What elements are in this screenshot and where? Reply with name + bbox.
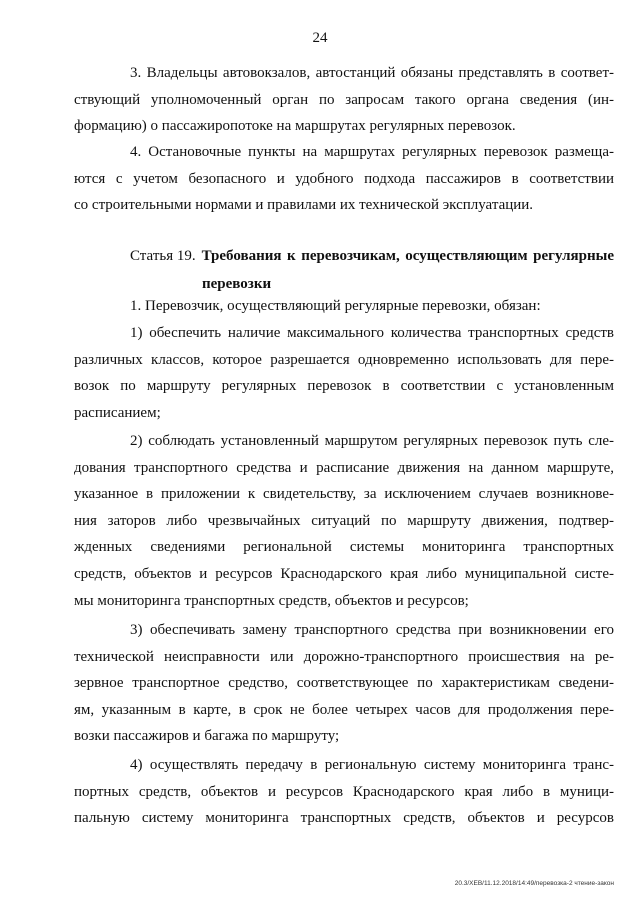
text-line: возок по маршруту регулярных перевозок в соответствии с установленным [74,378,614,395]
text-line: зервное транспортное средство, соответствующее по характеристикам сведени- [74,675,614,692]
page-number: 24 [312,30,328,46]
text-line: 2) соблюдать установленный маршрутом регулярных перевозок путь сле- [130,433,614,449]
text-line: пальную систему мониторинга транспортных средств, объектов и ресурсов [74,810,614,827]
text-line: дования транспортного средства и расписание движения на данном маршруте, [74,459,614,476]
text-line: 4) осуществлять передачу в региональную систему мониторинга транс- [130,757,614,773]
list-item-3 [74,617,614,750]
text-line: указанное в приложении к свидетельству, за исключением случаев возникнове- [74,486,614,503]
article-label: Статья 19. [130,248,196,264]
text-line: возки пассажиров и багажа по маршруту; [74,728,340,745]
paragraph-4 [74,139,614,219]
text-line: ям, указанным в карте, в срок не более четырех часов для продолжения пере- [74,701,614,718]
text-line: мы мониторинга транспортных средств, объектов и ресурсов; [74,592,469,609]
text-line: портных средств, объектов и ресурсов Краснодарского края либо в муници- [74,783,614,800]
paragraph-obligations-intro [74,293,614,320]
text-line: ния заторов либо чрезвычайных ситуаций по маршруту движения, подтвер- [74,512,614,529]
text-line: со строительными нормами и правилами их технической эксплуатации. [74,197,534,214]
list-item-4 [74,752,614,832]
text-line: ются с учетом безопасного и удобного подхода пассажиров в соответствии [74,170,614,187]
article-heading [130,242,614,298]
document-footer-id: 20.3/ХЕВ/11.12.2018/14:49/перевозка-2 чтение-закон [454,880,614,887]
paragraph-3 [74,60,614,140]
text-line: жденных сведениями региональной системы мониторинга транспортных [74,539,614,556]
text-line: различных классов, которое разрешается одновременно использовать для пере- [74,351,614,368]
list-item-1 [74,320,614,426]
text-line: 4. Остановочные пункты на маршрутах регулярных перевозок размеща- [130,144,614,160]
text-line: 1. Перевозчик, осуществляющий регулярные перевозки, обязан: [130,298,541,314]
text-line: 3. Владельцы автовокзалов, автостанций обязаны представлять в соответ- [130,65,614,81]
text-line: средств, объектов и ресурсов Краснодарского края либо муниципальной систе- [74,565,614,582]
text-line: 3) обеспечивать замену транспортного средства при возникновении его [130,622,614,638]
text-line: формацию) о пассажиропотоке на маршрутах регулярных перевозок. [74,118,516,135]
list-item-2 [74,428,614,614]
text-line: расписанием; [74,404,161,421]
text-line: ствующий уполномоченный орган по запросам такого органа сведения (ин- [74,91,614,108]
article-title: Требования к перевозчикам, осуществляющим регулярные [201,248,614,264]
text-line: 1) обеспечить наличие максимального количества транспортных средств [130,325,614,341]
text-line: технической неисправности или дорожно-транспортного происшествия на ре- [74,648,614,665]
article-title-continued: перевозки [202,276,272,292]
